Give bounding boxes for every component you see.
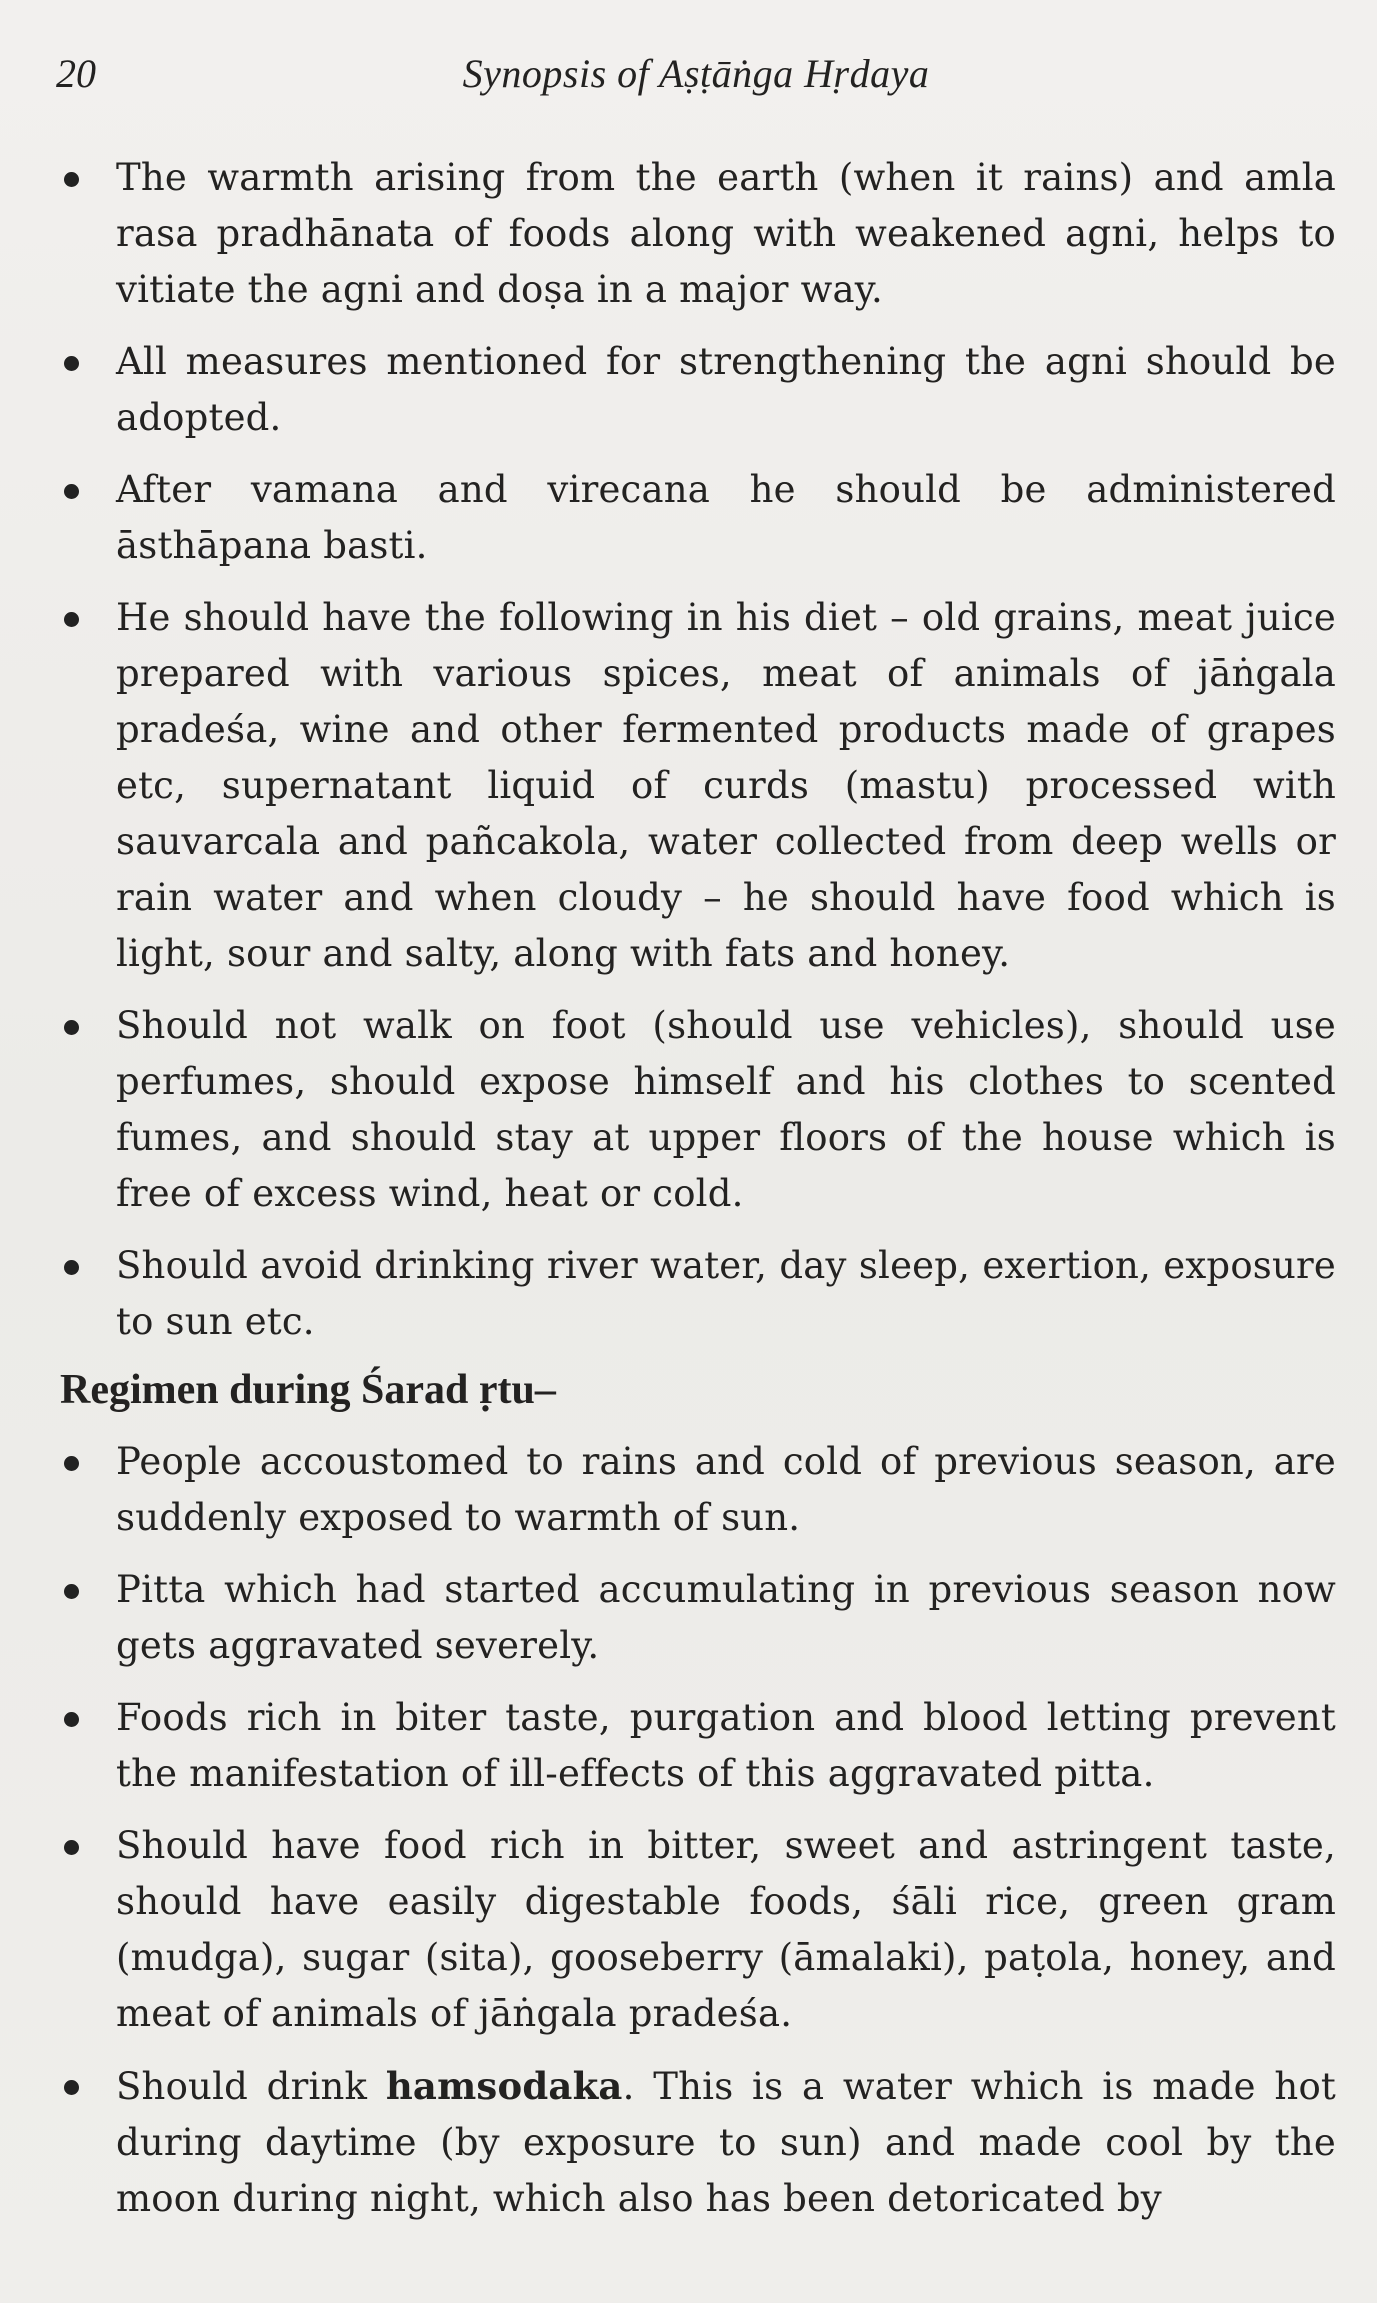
list-item bbox=[56, 150, 1336, 318]
bullet-icon bbox=[64, 484, 79, 499]
bullet-icon bbox=[64, 1260, 79, 1275]
list-item-text: He should have the following in his diet – old grains, meat juice prepared with various spices, meat of animals of jāṅgala pradeśa, wine and other fermented products made of grapes etc, supernatant liquid of curds (mastu) processed with sauvarcala and pañcakola, water collected from deep wells or rain water and when cloudy – he should have food which is light, sour and salty, along with fats and honey. bbox=[116, 596, 1336, 975]
list-item bbox=[56, 1238, 1336, 1350]
list-item bbox=[56, 2058, 1336, 2227]
list-item-text: Should avoid drinking river water, day sleep, exertion, exposure to sun etc. bbox=[116, 1244, 1336, 1343]
bullet-icon bbox=[64, 1020, 79, 1035]
list-item-lead: Should drink bbox=[116, 2065, 386, 2108]
list-item-text: Pitta which had started accumulating in previous season now gets aggravated severely. bbox=[116, 1568, 1336, 1667]
list-item-text: After vamana and virecana he should be administered āsthāpana basti. bbox=[116, 468, 1336, 567]
bullet-list-part1 bbox=[56, 150, 1336, 1350]
list-item-text: Should not walk on foot (should use vehicles), should use perfumes, should expose himself and his clothes to scented fumes, and should stay at upper floors of the house which is free of excess wind, heat or cold. bbox=[116, 1004, 1336, 1215]
list-item-text: All measures mentioned for strengthening the agni should be adopted. bbox=[116, 340, 1336, 439]
bullet-icon bbox=[64, 172, 79, 187]
list-item-rest: . This is a water which is made hot during daytime (by exposure to sun) and made cool by the moon during night, which also has been detoricated by bbox=[116, 2065, 1336, 2220]
bullet-icon bbox=[64, 1456, 79, 1471]
bullet-list-part2 bbox=[56, 1434, 1336, 2227]
list-item bbox=[56, 590, 1336, 982]
bullet-icon bbox=[64, 2080, 79, 2095]
list-item-text: Should have food rich in bitter, sweet and astringent taste, should have easily digestable foods, śāli rice, green gram (mudga), sugar (sita), gooseberry (āmalaki), paṭola, honey, and meat of animals of jāṅgala pradeśa. bbox=[116, 1824, 1336, 2035]
section-heading: Regimen during Śarad ṛtu– bbox=[60, 1367, 556, 1413]
bullet-icon bbox=[64, 1840, 79, 1855]
page-header bbox=[56, 50, 1336, 110]
bullet-icon bbox=[64, 356, 79, 371]
running-title: Synopsis of Aṣṭāṅga Hṛdaya bbox=[462, 51, 930, 96]
list-item-text: People accoustomed to rains and cold of previous season, are suddenly exposed to warmth of sun. bbox=[116, 1440, 1336, 1539]
list-item bbox=[56, 1818, 1336, 2042]
list-item-text: Foods rich in biter taste, purgation and blood letting prevent the manifestation of ill-effects of this aggravated pitta. bbox=[116, 1696, 1336, 1795]
list-item bbox=[56, 334, 1336, 446]
bullet-icon bbox=[64, 1712, 79, 1727]
list-item-text: The warmth arising from the earth (when it rains) and amla rasa pradhānata of foods along with weakened agni, helps to vitiate the agni and doṣa in a major way. bbox=[116, 156, 1336, 311]
list-item bbox=[56, 998, 1336, 1222]
bullet-icon bbox=[64, 612, 79, 627]
list-item bbox=[56, 1434, 1336, 1546]
term-hamsodaka: hamsodaka bbox=[385, 2064, 623, 2108]
page-body bbox=[56, 150, 1336, 2243]
list-item bbox=[56, 1690, 1336, 1802]
list-item bbox=[56, 1562, 1336, 1674]
bullet-icon bbox=[64, 1584, 79, 1599]
list-item bbox=[56, 462, 1336, 574]
page-number: 20 bbox=[56, 51, 96, 96]
